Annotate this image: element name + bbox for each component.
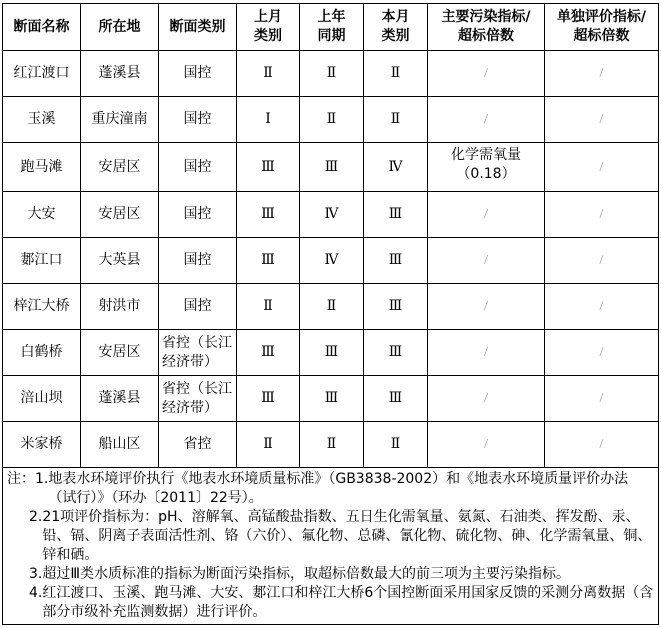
main-pollutant-cell: / <box>428 192 545 238</box>
notes-row <box>3 468 659 625</box>
main-pollutant-cell: / <box>428 422 545 468</box>
header-single-eval: 单独评价指标/ 超标倍数 <box>545 4 659 51</box>
table-row <box>3 376 659 422</box>
single-eval-cell: / <box>545 51 659 97</box>
last-month-class-cell: Ⅲ <box>237 238 300 284</box>
location-cell: 安居区 <box>81 192 159 238</box>
last-month-class-cell: Ⅱ <box>237 51 300 97</box>
location-cell: 射洪市 <box>81 284 159 330</box>
this-month-class-cell: Ⅳ <box>364 143 428 192</box>
section-name-cell: 米家桥 <box>3 422 81 468</box>
main-pollutant-cell: / <box>428 238 545 284</box>
main-pollutant-cell: / <box>428 376 545 422</box>
table-row <box>3 330 659 376</box>
note-3-text: 超过Ⅲ类水质标准的指标为断面污染指标，取超标倍数最大的前三项为主要污染指标。 <box>42 566 571 582</box>
header-main-pollutant: 主要污染指标/ 超标倍数 <box>428 4 545 51</box>
this-month-class-cell: Ⅲ <box>364 284 428 330</box>
section-type-cell: 国控 <box>159 192 237 238</box>
section-type-cell: 国控 <box>159 238 237 284</box>
location-cell: 重庆潼南 <box>81 97 159 143</box>
single-eval-cell: / <box>545 238 659 284</box>
this-month-class-cell: Ⅲ <box>364 238 428 284</box>
header-location: 所在地 <box>81 4 159 51</box>
note-1-text: 地表水环境评价执行《地表水环境质量标准》（GB3838-2002）和《地表水环境质量评价办法（试行）》（环办〔2011〕22号）。 <box>48 471 629 506</box>
water-quality-table <box>2 3 659 625</box>
section-type-cell: 国控 <box>159 143 237 192</box>
this-month-class-cell: Ⅱ <box>364 51 428 97</box>
header-section-name: 断面名称 <box>3 4 81 51</box>
last-year-class-cell: Ⅱ <box>300 422 364 468</box>
single-eval-cell: / <box>545 376 659 422</box>
header-this-month-class: 本月 类别 <box>364 4 428 51</box>
single-eval-cell: / <box>545 143 659 192</box>
table-row <box>3 51 659 97</box>
section-name-cell: 跑马滩 <box>3 143 81 192</box>
this-month-class-cell: Ⅲ <box>364 376 428 422</box>
last-year-class-cell: Ⅳ <box>300 192 364 238</box>
main-pollutant-cell: / <box>428 51 545 97</box>
last-year-class-cell: Ⅲ <box>300 143 364 192</box>
main-pollutant-cell: / <box>428 284 545 330</box>
last-year-class-cell: Ⅲ <box>300 376 364 422</box>
this-month-class-cell: Ⅲ <box>364 192 428 238</box>
note-4-text: 红江渡口、玉溪、跑马滩、大安、郪江口和梓江大桥6个国控断面采用国家反馈的采测分离数据（含部分市级补充监测数据）进行评价。 <box>42 585 654 620</box>
table-row <box>3 192 659 238</box>
section-name-cell: 大安 <box>3 192 81 238</box>
note-2 <box>7 508 654 565</box>
section-type-cell: 国控 <box>159 97 237 143</box>
this-month-class-cell: Ⅱ <box>364 422 428 468</box>
main-pollutant-cell: 化学需氧量 （0.18） <box>428 143 545 192</box>
this-month-class-cell: Ⅲ <box>364 330 428 376</box>
last-month-class-cell: Ⅰ <box>237 97 300 143</box>
last-year-class-cell: Ⅲ <box>300 330 364 376</box>
note-2-number: 2. <box>29 509 43 525</box>
table-row <box>3 97 659 143</box>
note-4-number: 4. <box>29 585 43 601</box>
last-year-class-cell: Ⅳ <box>300 238 364 284</box>
last-month-class-cell: Ⅱ <box>237 284 300 330</box>
section-name-cell: 梓江大桥 <box>3 284 81 330</box>
notes-label: 注： <box>7 471 35 487</box>
main-pollutant-cell: / <box>428 97 545 143</box>
last-month-class-cell: Ⅲ <box>237 376 300 422</box>
water-quality-table-container <box>2 3 658 625</box>
single-eval-cell: / <box>545 422 659 468</box>
note-4 <box>7 584 654 622</box>
table-row <box>3 422 659 468</box>
table-row <box>3 284 659 330</box>
section-type-cell: 省控（长江 经济带） <box>159 330 237 376</box>
section-name-cell: 白鹤桥 <box>3 330 81 376</box>
note-2-text: 21项评价指标为：pH、溶解氧、高锰酸盐指数、五日生化需氧量、氨氮、石油类、挥发酚、汞、铅、镉、阴离子表面活性剂、铬（六价）、氟化物、总磷、氰化物、硫化物、砷、化学需氧量、铜、锌和硒。 <box>42 509 652 563</box>
section-name-cell: 红江渡口 <box>3 51 81 97</box>
table-body <box>3 51 659 468</box>
location-cell: 安居区 <box>81 330 159 376</box>
note-1 <box>7 470 654 508</box>
location-cell: 蓬溪县 <box>81 51 159 97</box>
last-month-class-cell: Ⅲ <box>237 330 300 376</box>
single-eval-cell: / <box>545 330 659 376</box>
location-cell: 船山区 <box>81 422 159 468</box>
last-month-class-cell: Ⅲ <box>237 192 300 238</box>
header-last-month-class: 上月 类别 <box>237 4 300 51</box>
last-year-class-cell: Ⅱ <box>300 51 364 97</box>
section-type-cell: 国控 <box>159 284 237 330</box>
last-year-class-cell: Ⅱ <box>300 284 364 330</box>
table-row <box>3 143 659 192</box>
section-type-cell: 国控 <box>159 51 237 97</box>
last-year-class-cell: Ⅱ <box>300 97 364 143</box>
section-name-cell: 玉溪 <box>3 97 81 143</box>
single-eval-cell: / <box>545 97 659 143</box>
header-last-year-class: 上年 同期 <box>300 4 364 51</box>
section-type-cell: 省控 <box>159 422 237 468</box>
location-cell: 大英县 <box>81 238 159 284</box>
note-1-number: 1. <box>35 471 49 487</box>
table-header-row <box>3 4 659 51</box>
last-month-class-cell: Ⅱ <box>237 422 300 468</box>
main-pollutant-cell: / <box>428 330 545 376</box>
header-section-type: 断面类别 <box>159 4 237 51</box>
table-row <box>3 238 659 284</box>
section-type-cell: 省控（长江 经济带） <box>159 376 237 422</box>
note-3-number: 3. <box>29 566 43 582</box>
location-cell: 蓬溪县 <box>81 376 159 422</box>
note-3 <box>7 565 654 584</box>
single-eval-cell: / <box>545 192 659 238</box>
notes-cell <box>3 468 659 625</box>
section-name-cell: 涪山坝 <box>3 376 81 422</box>
location-cell: 安居区 <box>81 143 159 192</box>
section-name-cell: 郪江口 <box>3 238 81 284</box>
this-month-class-cell: Ⅱ <box>364 97 428 143</box>
last-month-class-cell: Ⅲ <box>237 143 300 192</box>
single-eval-cell: / <box>545 284 659 330</box>
